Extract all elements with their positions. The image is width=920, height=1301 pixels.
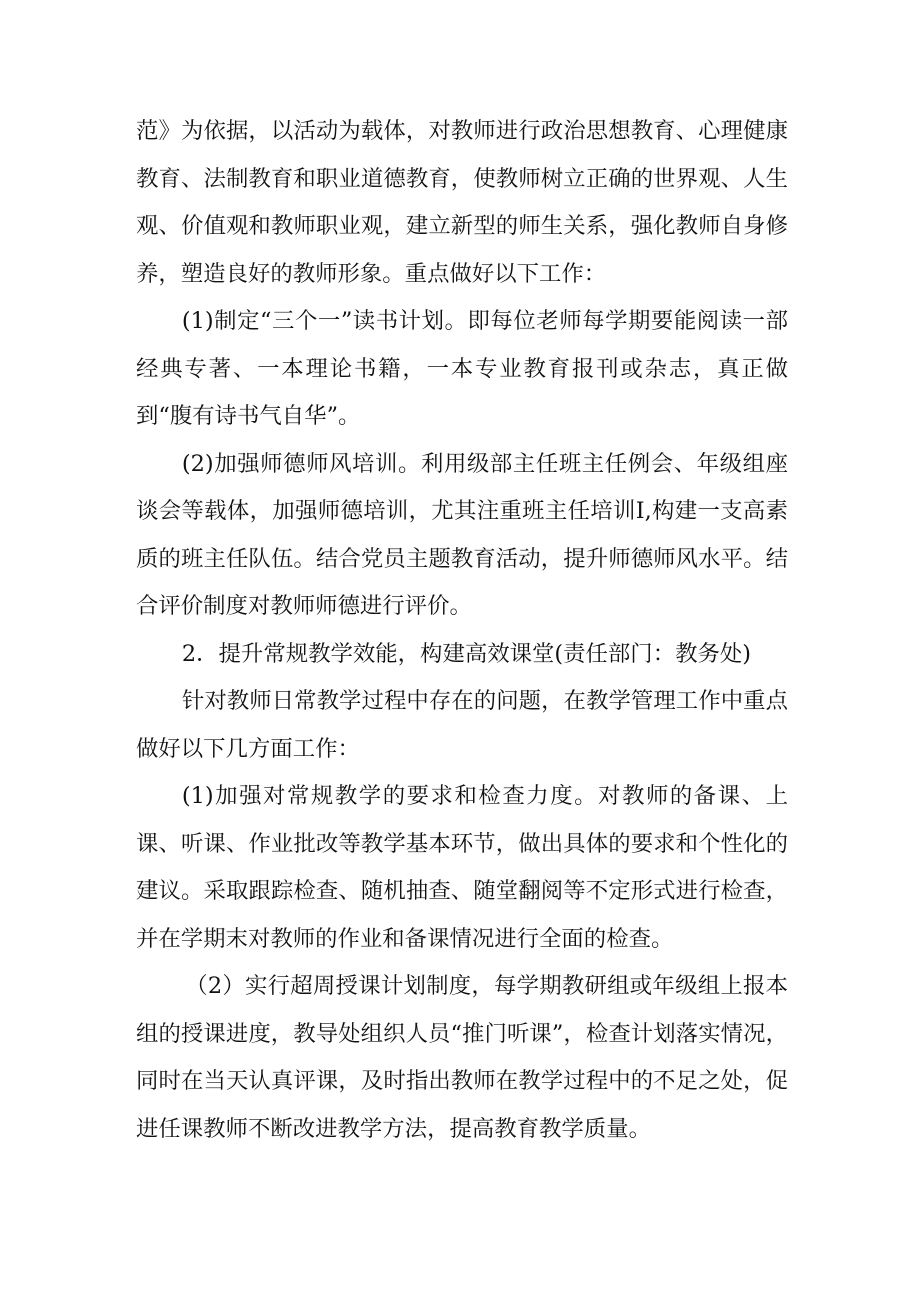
paragraph-routine-inspection: (1)加强对常规教学的要求和检查力度。对教师的备课、上课、听课、作业批改等教学基本环节，做出具体的要求和个性化的建议。采取跟踪检查、随机抽查、随堂翻阅等不定形式进行检查，并在学期末对教师的作业和备课情况进行全面的检查。 <box>136 783 788 952</box>
paragraph-lesson-plan-system: （2）实行超周授课计划制度，每学期教研组或年级组上报本组的授课进度，教导处组织人员“推门听课”，检查计划落实情况，同时在当天认真评课，及时指出教师在教学过程中的不足之处，促进任课教师不断改进教学方法，提高教育教学质量。 <box>136 973 788 1142</box>
section-heading-teaching-efficiency: 2．提升常规教学效能，构建高效课堂(责任部门：教务处) <box>181 640 751 667</box>
paragraph-teaching-issues: 针对教师日常教学过程中存在的问题，在教学管理工作中重点做好以下几方面工作： <box>136 688 788 762</box>
paragraph-continuation: 范》为依据，以活动为载体，对教师进行政治思想教育、心理健康教育、法制教育和职业道德教育，使教师树立正确的世界观、人生观、价值观和教师职业观，建立新型的师生关系，强化教师自身修养，塑造良好的教师形象。重点做好以下工作： <box>136 118 788 287</box>
document-body <box>136 108 788 1153</box>
paragraph-reading-plan: (1)制定“三个一”读书计划。即每位老师每学期要能阅读一部经典专著、一本理论书籍，一本专业教育报刊或杂志，真正做到“腹有诗书气自华”。 <box>136 308 788 429</box>
paragraph-ethics-training: (2)加强师德师风培训。利用级部主任班主任例会、年级组座谈会等载体，加强师德培训，尤其注重班主任培训I,构建一支高素质的班主任队伍。结合党员主题教育活动，提升师德师风水平。结合评价制度对教师师德进行评价。 <box>136 450 788 619</box>
